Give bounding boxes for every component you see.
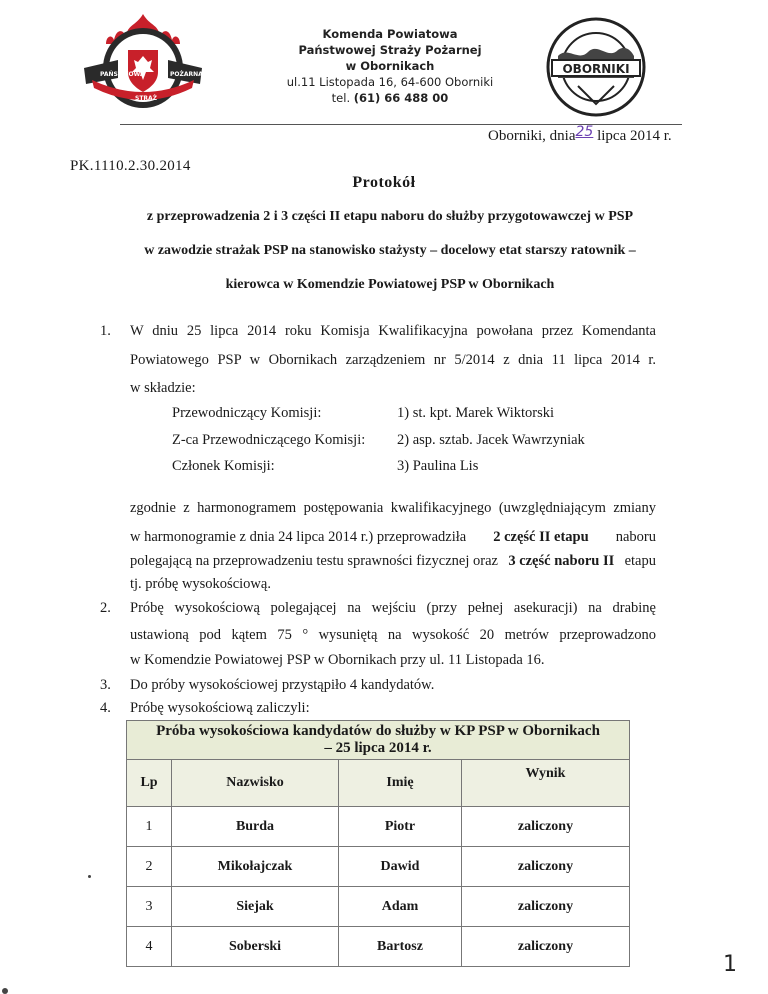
subtitle-line-3: kierowca w Komendzie Powiatowej PSP w Obornikach (225, 277, 555, 292)
p1b-line3-c: etapu (624, 553, 656, 569)
cell-wynik: zaliczony (462, 847, 630, 887)
p1b-line1: zgodnie z harmonogramem postępowania kwalifikacyjnego (uwzględniającym zmiany (130, 500, 656, 516)
scan-speck (88, 875, 91, 878)
p2-line3: w Komendzie Powiatowej PSP w Obornikach przy ul. 11 Listopada 16. (130, 652, 545, 668)
cell-imie: Adam (339, 887, 462, 927)
org-name-line1: Komenda Powiatowa (322, 27, 458, 41)
place-and-date (488, 124, 672, 145)
cell-wynik: zaliczony (462, 807, 630, 847)
cell-lp: 1 (127, 807, 172, 847)
cell-lp: 4 (127, 927, 172, 967)
point-number-4: 4. (100, 700, 111, 716)
cell-wynik: zaliczony (462, 927, 630, 967)
subtitle-line-2: w zawodzie strażak PSP na stanowisko stażysty – docelowy etat starszy ratownik – (144, 243, 636, 258)
p1-line2: Powiatowego PSP w Obornikach zarządzeniem nr 5/2014 z dnia 11 lipca 2014 r. (130, 352, 656, 368)
cell-imie: Dawid (339, 847, 462, 887)
p1-line3: w składzie: (130, 380, 196, 396)
org-name-line3: w Obornikach (345, 59, 435, 73)
svg-text:POŻARNA: POŻARNA (170, 71, 203, 78)
cell-lp: 2 (127, 847, 172, 887)
seal-center-text: OBORNIKI (562, 62, 630, 76)
subtitle-line-1: z przeprowadzenia 2 i 3 części II etapu naboru do służby przygotowawczej w PSP (146, 209, 634, 224)
table-row (127, 847, 630, 887)
p1b-line2-c: naboru (615, 529, 656, 545)
header-imie: Imię (339, 760, 462, 807)
scan-speck (2, 988, 8, 994)
handwritten-page-number: 1 (723, 952, 737, 977)
p1b-line3 (130, 553, 656, 569)
cell-nazwisko: Siejak (172, 887, 339, 927)
org-address: ul.11 Listopada 16, 64-600 Oborniki (286, 75, 494, 89)
commission-role-3: Członek Komisji: (172, 458, 275, 474)
p2-line1: Próbę wysokościową polegającej na wejściu (przy pełnej asekuracji) na drabinę (130, 600, 656, 616)
commission-member-2: 2) asp. sztab. Jacek Wawrzyniak (397, 432, 585, 448)
commission-member-3: 3) Paulina Lis (397, 458, 479, 474)
oborniki-seal-logo (538, 16, 654, 118)
commission-role-1: Przewodniczący Komisji: (172, 405, 322, 421)
org-name-line2: Państwowej Straży Pożarnej (298, 43, 482, 57)
cell-imie: Piotr (339, 807, 462, 847)
p1b-line3-a: polegającą na przeprowadzeniu testu sprawności fizycznej oraz (130, 553, 498, 569)
table-caption (127, 721, 630, 760)
header-lp: Lp (127, 760, 172, 807)
cell-nazwisko: Burda (172, 807, 339, 847)
cell-lp: 3 (127, 887, 172, 927)
p1b-line2 (130, 529, 656, 545)
institution-header (240, 26, 540, 106)
header-wynik: Wynik (462, 760, 630, 807)
org-phone-line (240, 90, 540, 106)
document-title: Protokół (352, 174, 416, 191)
results-table (126, 720, 630, 967)
point-number-3: 3. (100, 677, 111, 693)
p1b-line3-b: 3 część naboru II (508, 553, 615, 569)
cell-nazwisko: Soberski (172, 927, 339, 967)
p4-text: Próbę wysokościową zaliczyli: (130, 700, 310, 716)
p2-line2: ustawioną pod kątem 75 ° wysuniętą na wysokość 20 metrów przeprowadzono (130, 627, 656, 643)
psp-emblem-logo (78, 6, 208, 124)
table-header-row (127, 760, 630, 807)
p3-text: Do próby wysokościowej przystąpiło 4 kandydatów. (130, 677, 435, 693)
phone-number: (61) 66 488 00 (353, 91, 449, 105)
case-number: PK.1110.2.30.2014 (70, 158, 191, 174)
date-prefix: Oborniki, dnia (488, 128, 576, 144)
commission-member-1: 1) st. kpt. Marek Wiktorski (397, 405, 555, 421)
point-number-2: 2. (100, 600, 111, 616)
table-row (127, 887, 630, 927)
header-nazwisko: Nazwisko (172, 760, 339, 807)
p1b-line2-a: w harmonogramie z dnia 24 lipca 2014 r.) przeprowadziła (130, 529, 467, 545)
phone-label: tel. (331, 91, 351, 105)
header-divider (120, 124, 682, 125)
svg-text:PAŃSTWOWA: PAŃSTWOWA (100, 71, 145, 78)
p1b-line4: tj. próbę wysokościową. (130, 576, 271, 592)
point-number-1: 1. (100, 323, 111, 339)
table-row (127, 927, 630, 967)
cell-imie: Bartosz (339, 927, 462, 967)
p1-line1: W dniu 25 lipca 2014 roku Komisja Kwalifikacyjna powołana przez Komendanta (130, 323, 656, 339)
cell-nazwisko: Mikołajczak (172, 847, 339, 887)
handwritten-day: 25 (575, 124, 594, 140)
p1b-line2-b: 2 część II etapu (493, 529, 589, 545)
table-caption-line2: – 25 lipca 2014 r. (324, 740, 432, 756)
table-caption-line1: Próba wysokościowa kandydatów do służby w KP PSP w Obornikach (156, 723, 600, 739)
svg-text:STRAŻ: STRAŻ (135, 95, 158, 102)
cell-wynik: zaliczony (462, 887, 630, 927)
commission-role-2: Z-ca Przewodniczącego Komisji: (172, 432, 366, 448)
date-suffix: lipca 2014 r. (597, 128, 672, 144)
table-row (127, 807, 630, 847)
